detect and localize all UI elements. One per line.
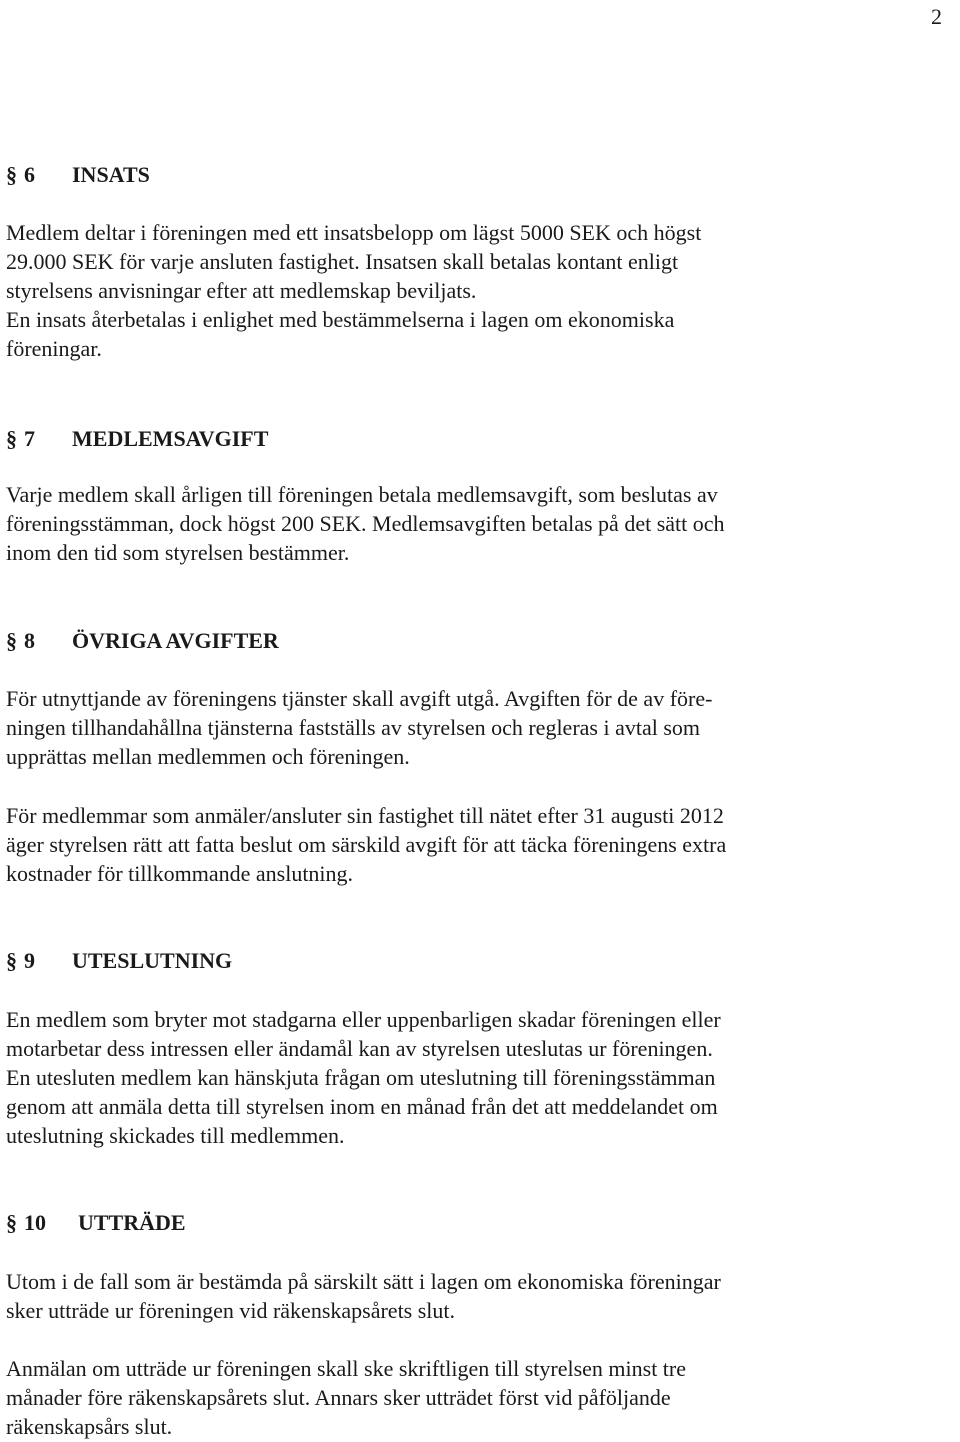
section-10-paragraph-1: [6, 1267, 721, 1325]
text-line: För utnyttjande av föreningens tjänster skall avgift utgå. Avgiften för de av före-: [6, 686, 713, 711]
text-line: räkenskapsårs slut.: [6, 1414, 173, 1439]
section-number: 10: [24, 1210, 46, 1235]
text-line: upprättas mellan medlemmen och föreningen.: [6, 744, 410, 769]
text-line: äger styrelsen rätt att fatta beslut om särskild avgift för att täcka föreningens extra: [6, 832, 727, 857]
text-line: Varje medlem skall årligen till föreningen betala medlemsavgift, som beslutas av: [6, 482, 718, 507]
text-line: För medlemmar som anmäler/ansluter sin fastighet till nätet efter 31 augusti 2012: [6, 803, 724, 828]
page-number: 2: [931, 4, 942, 29]
text-line: ningen tillhandahållna tjänsterna fastställs av styrelsen och regleras i avtal som: [6, 715, 701, 740]
text-line: En insats återbetalas i enlighet med bestämmelserna i lagen om ekonomiska: [6, 307, 675, 332]
section-heading-10: [6, 1212, 186, 1234]
section-heading-7: [6, 428, 268, 450]
section-9-paragraph-1: [6, 1005, 721, 1150]
section-heading-6: [6, 164, 150, 186]
section-number: 8: [24, 628, 35, 653]
text-line: sker utträde ur föreningen vid räkenskapsårets slut.: [6, 1298, 456, 1323]
section-title: MEDLEMSAVGIFT: [72, 426, 269, 451]
section-8-paragraph-2: [6, 801, 726, 888]
section-number: 6: [24, 162, 35, 187]
text-line: föreningsstämman, dock högst 200 SEK. Medlemsavgiften betalas på det sätt och: [6, 511, 725, 536]
text-line: inom den tid som styrelsen bestämmer.: [6, 540, 350, 565]
text-line: Medlem deltar i föreningen med ett insatsbelopp om lägst 5000 SEK och högst: [6, 220, 702, 245]
text-line: 29.000 SEK för varje ansluten fastighet. Insatsen skall betalas kontant enligt: [6, 249, 679, 274]
text-line: Anmälan om utträde ur föreningen skall ske skriftligen till styrelsen minst tre: [6, 1356, 687, 1381]
section-number: 7: [24, 426, 35, 451]
text-line: styrelsens anvisningar efter att medlemskap beviljats.: [6, 278, 477, 303]
section-heading-9: [6, 950, 232, 972]
text-line: månader före räkenskapsårets slut. Annars sker utträdet först vid påföljande: [6, 1385, 671, 1410]
text-line: föreningar.: [6, 336, 102, 361]
text-line: En utesluten medlem kan hänskjuta frågan om uteslutning till föreningsstämman: [6, 1065, 716, 1090]
section-symbol: §: [6, 1210, 17, 1235]
text-line: Utom i de fall som är bestämda på särskilt sätt i lagen om ekonomiska föreningar: [6, 1269, 721, 1294]
section-title: ÖVRIGA AVGIFTER: [72, 628, 279, 653]
text-line: kostnader för tillkommande anslutning.: [6, 861, 354, 886]
section-title: UTESLUTNING: [72, 948, 233, 973]
section-symbol: §: [6, 628, 17, 653]
section-title: UTTRÄDE: [78, 1210, 186, 1235]
section-6-paragraph-1: [6, 218, 701, 363]
text-line: genom att anmäla detta till styrelsen inom en månad från det att meddelandet om: [6, 1094, 718, 1119]
section-7-paragraph-1: [6, 480, 725, 567]
text-line: En medlem som bryter mot stadgarna eller uppenbarligen skadar föreningen eller: [6, 1007, 721, 1032]
section-number: 9: [24, 948, 35, 973]
section-symbol: §: [6, 426, 17, 451]
text-line: uteslutning skickades till medlemmen.: [6, 1123, 345, 1148]
section-10-paragraph-2: [6, 1354, 686, 1441]
section-heading-8: [6, 630, 279, 652]
section-symbol: §: [6, 948, 17, 973]
text-line: motarbetar dess intressen eller ändamål kan av styrelsen uteslutas ur föreningen.: [6, 1036, 713, 1061]
section-title: INSATS: [72, 162, 150, 187]
section-8-paragraph-1: [6, 684, 712, 771]
section-symbol: §: [6, 162, 17, 187]
